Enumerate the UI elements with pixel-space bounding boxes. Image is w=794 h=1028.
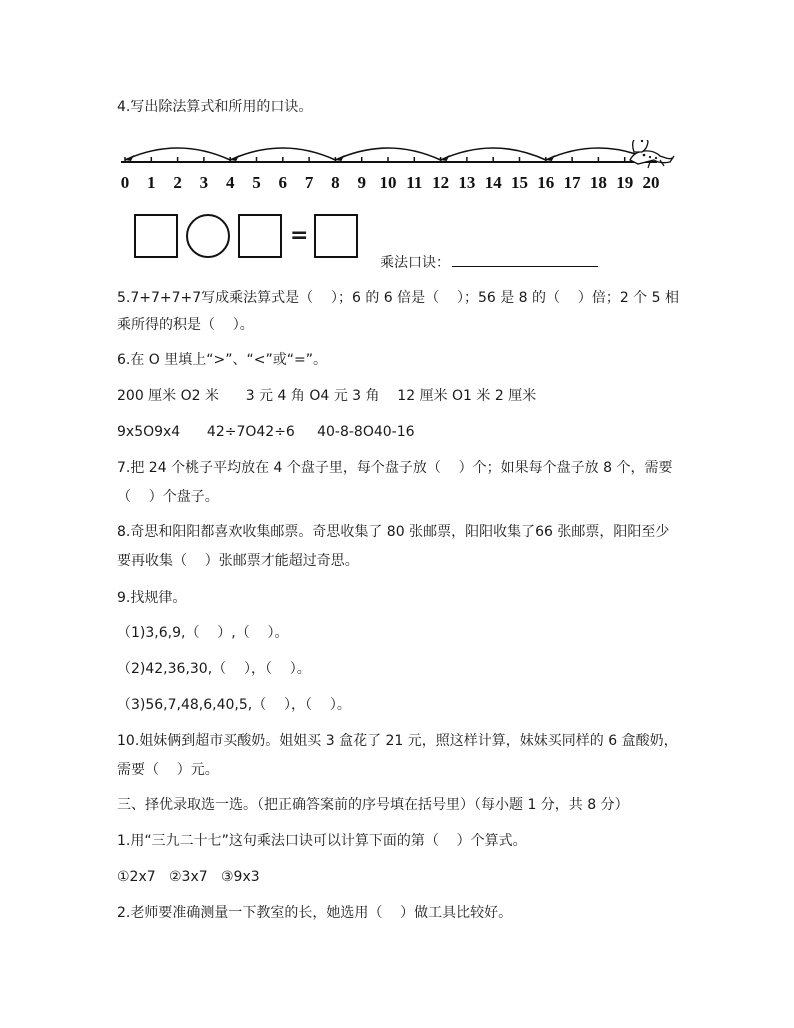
number-line-label: 15: [511, 173, 528, 192]
choice-question-1-options: ①2x7 ②3x7 ③9x3: [117, 869, 260, 885]
number-line-label: 4: [225, 173, 235, 192]
number-line-label: 1: [147, 173, 156, 192]
number-line-label: 20: [642, 173, 660, 192]
number-line-label: 3: [199, 173, 209, 192]
answer-box-2[interactable]: [238, 214, 282, 258]
number-line-label: 7: [304, 173, 314, 192]
number-line-label: 18: [589, 173, 607, 192]
question-6-row-1: 200 厘米 O2 米 3 元 4 角 O4 元 3 角 12 厘米 O1 米 2 厘米: [117, 388, 537, 404]
question-8-line-1: 8.奇思和阳阳都喜欢收集邮票。奇思收集了 80 张邮票，阳阳收集了66 张邮票，阳阳至少: [117, 524, 670, 540]
number-line-label: 16: [537, 173, 555, 192]
mnemonic-field: [380, 252, 598, 273]
question-5-line-1: 5.7+7+7+7写成乘法算式是（ ）；6 的 6 倍是（ ）；56 是 8 的（ ）倍；2 个 5 相: [117, 290, 679, 306]
answer-box-3[interactable]: [314, 214, 358, 258]
question-6-title: 6.在 O 里填上“>”、“<”或“=”。: [117, 352, 327, 368]
section-3-heading: 三、择优录取选一选。（把正确答案前的序号填在括号里）（每小题 1 分，共 8 分）: [117, 797, 629, 813]
question-10-line-1: 10.姐妹俩到超市买酸奶。姐姐买 3 盒花了 21 元，照这样计算，妹妹买同样的 6 盒酸奶，: [117, 733, 678, 749]
deer-icon: [630, 140, 674, 168]
number-line-label: 19: [616, 173, 634, 192]
mnemonic-blank[interactable]: [452, 252, 598, 267]
number-line-label: 9: [357, 173, 366, 192]
question-4-title: 4.写出除法算式和所用的口诀。: [117, 99, 313, 115]
number-line-label: 5: [252, 173, 261, 192]
question-7-line-1: 7.把 24 个桃子平均放在 4 个盘子里，每个盘子放（ ）个；如果每个盘子放 8 个，需要: [117, 460, 673, 476]
equation-boxes: [134, 214, 374, 262]
number-line-label: 11: [406, 173, 423, 192]
question-9-title: 9.找规律。: [117, 590, 187, 606]
choice-question-1: 1.用“三九二十七”这句乘法口诀可以计算下面的第（ ）个算式。: [117, 833, 527, 849]
jump-arrowhead: [441, 155, 450, 161]
question-6-row-2: 9x5O9x4 42÷7O42÷6 40-8-8O40-16: [117, 424, 415, 440]
question-9-part-2: （2)42,36,30,（ ），（ ）。: [117, 661, 311, 677]
number-line-label: 10: [379, 173, 397, 192]
equals-sign: =: [290, 223, 309, 248]
number-line-label: 2: [173, 173, 182, 192]
question-10-line-2: 需要（ ）元。: [117, 762, 219, 778]
operator-circle[interactable]: [186, 214, 230, 258]
choice-question-2: 2.老师要准确测量一下教室的长，她选用（ ）做工具比较好。: [117, 905, 513, 921]
question-5-line-2: 乘所得的积是（ ）。: [117, 317, 254, 333]
jump-arrowhead: [125, 155, 134, 161]
number-line-label: 12: [432, 173, 450, 192]
number-line-label: 6: [278, 173, 288, 192]
question-9-part-1: （1)3,6,9,（ ）,（ ）。: [117, 625, 289, 641]
mnemonic-label: 乘法口诀：: [380, 255, 450, 271]
number-line-label: 14: [484, 173, 502, 192]
jump-arrowhead: [230, 155, 239, 161]
number-line-label: 0: [120, 173, 130, 192]
question-9-part-3: （3)56,7,48,6,40,5,（ ），（ ）。: [117, 697, 351, 713]
jump-arrowhead: [546, 155, 555, 161]
question-7-line-2: （ ）个盘子。: [117, 489, 219, 505]
number-line-label: 8: [331, 173, 340, 192]
number-line-label: 13: [458, 173, 476, 192]
number-line-diagram: [115, 140, 685, 200]
jump-arrowhead: [335, 155, 344, 161]
answer-box-1[interactable]: [134, 214, 178, 258]
number-line-label: 17: [563, 173, 581, 192]
question-8-line-2: 要再收集（ ）张邮票才能超过奇思。: [117, 553, 359, 569]
